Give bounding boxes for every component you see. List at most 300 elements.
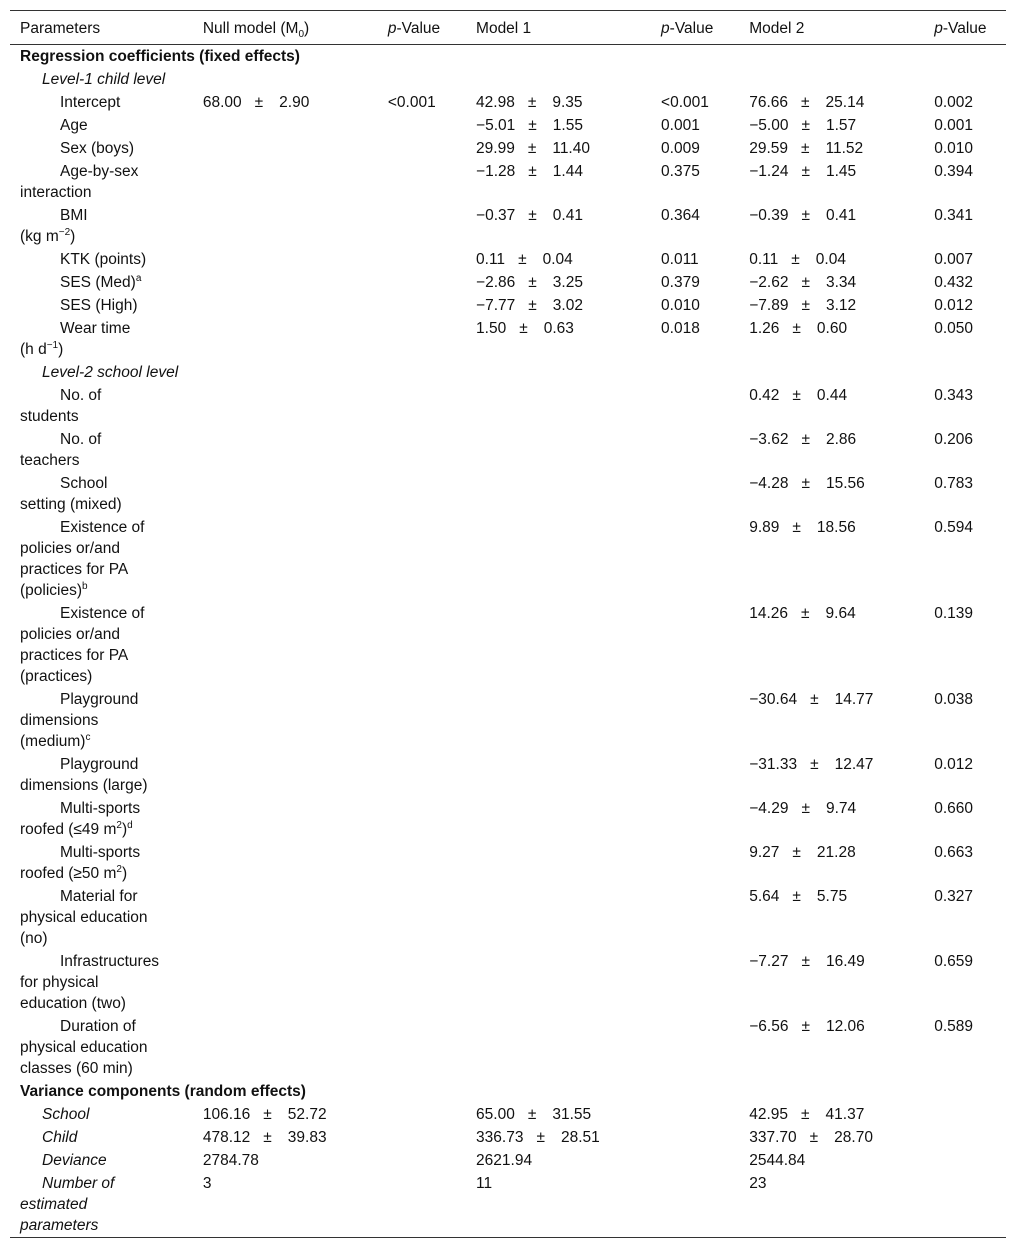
model-1-estimate	[466, 294, 651, 317]
model-1-estimate	[466, 137, 651, 160]
null-p-value	[378, 428, 466, 472]
estimate-value: 0.11	[476, 251, 506, 268]
model-1-estimate	[466, 797, 651, 841]
parameter-label	[10, 797, 193, 841]
plus-minus: ±	[528, 207, 537, 224]
plus-minus: ±	[801, 117, 810, 134]
estimate-value: 478.12	[202, 1129, 251, 1146]
table-row	[10, 248, 1006, 271]
table-row	[10, 160, 1006, 204]
model-2-p-value: 0.001	[934, 117, 974, 134]
null-model-estimate	[193, 472, 378, 516]
table-row	[10, 1103, 1006, 1126]
plus-minus: ±	[801, 953, 810, 970]
standard-error: 52.72	[287, 1106, 327, 1123]
standard-error: 5.75	[816, 888, 848, 905]
standard-error: 3.12	[825, 297, 857, 314]
estimate-value: 29.99	[476, 140, 515, 157]
model-1-estimate	[466, 753, 651, 797]
estimate-value: 14.26	[749, 605, 789, 622]
section-random-effects: Variance components (random effects)	[20, 1083, 306, 1100]
model-1-p-value	[651, 384, 739, 428]
standard-error: 15.56	[825, 475, 865, 492]
model-2-estimate	[739, 516, 924, 602]
estimate-value: 68.00	[202, 94, 242, 111]
null-p-value	[378, 688, 466, 753]
standard-error: 3.02	[552, 297, 583, 314]
table-row	[10, 1149, 1006, 1172]
estimate-value: 1.26	[749, 320, 780, 337]
model-1-p-value	[651, 472, 739, 516]
null-model-estimate	[193, 841, 378, 885]
plus-minus: ±	[528, 274, 537, 291]
label-text: Playground	[60, 756, 139, 773]
label-continuation: interaction	[20, 184, 92, 201]
standard-error: 3.34	[825, 274, 857, 291]
header-model-1: Model 1	[476, 19, 532, 37]
standard-error: 3.25	[552, 274, 583, 291]
label-continuation: for physical	[20, 974, 99, 991]
model-1-p-value	[651, 950, 739, 1015]
plus-minus: ±	[801, 207, 810, 224]
model-2-p-value: 0.394	[934, 163, 974, 180]
table-row	[10, 428, 1006, 472]
label-suffix: )	[121, 821, 128, 838]
header-model-2: Model 2	[749, 19, 805, 37]
model-1-p-value	[651, 602, 739, 688]
estimate-value: 42.98	[476, 94, 515, 111]
estimate-value: −1.28	[476, 163, 516, 180]
parameter-label	[10, 841, 193, 885]
parameter-label	[10, 160, 193, 204]
superscript: d	[127, 819, 133, 831]
label-continuation: (kg m	[20, 228, 59, 245]
null-model-estimate	[193, 885, 378, 950]
estimate-value: −31.33	[749, 756, 798, 773]
label-text: Infrastructures	[60, 953, 160, 970]
plus-minus: ±	[801, 800, 810, 817]
model-1-p-value: 0.011	[661, 251, 699, 268]
table-row	[10, 271, 1006, 294]
model-1-p-value	[651, 797, 739, 841]
estimate-value: 65.00	[476, 1106, 515, 1123]
plus-minus: ±	[792, 888, 801, 905]
model-2-p-value: 0.206	[934, 431, 974, 448]
superscript: a	[135, 272, 142, 284]
model-2-p-value: 0.343	[934, 387, 974, 404]
parameter-label	[10, 384, 193, 428]
plus-minus: ±	[519, 320, 528, 337]
model-1-estimate: 2621.94	[476, 1152, 533, 1169]
section-fixed-effects: Regression coefficients (fixed effects)	[20, 48, 300, 65]
parameter-label	[10, 472, 193, 516]
parameter-label	[10, 428, 193, 472]
header-parameters: Parameters	[20, 19, 101, 37]
label-text: Wear time	[60, 320, 131, 337]
label-continuation: practices for PA	[20, 647, 129, 664]
estimate-value: 5.64	[749, 888, 780, 905]
table-row	[10, 950, 1006, 1015]
parameter-label	[10, 1126, 193, 1149]
model-1-estimate	[466, 885, 651, 950]
estimate-value: 337.70	[749, 1129, 797, 1146]
model-2-estimate	[739, 114, 924, 137]
estimate-value: −7.27	[749, 953, 789, 970]
label-suffix: )	[121, 865, 128, 882]
null-p-value	[378, 317, 466, 361]
model-2-p-value	[924, 1149, 1006, 1172]
section-level-1: Level-1 child level	[42, 71, 166, 88]
parameter-label	[10, 137, 193, 160]
plus-minus: ±	[792, 844, 801, 861]
plus-minus: ±	[801, 1106, 810, 1123]
model-2-p-value: 0.007	[934, 251, 974, 268]
standard-error: 0.04	[815, 251, 846, 268]
model-2-estimate	[739, 271, 924, 294]
plus-minus: ±	[801, 431, 810, 448]
label-text: Child	[42, 1129, 78, 1146]
label-continuation: estimated	[20, 1196, 88, 1213]
label-text: School	[60, 475, 108, 492]
results-table-container	[10, 10, 1006, 1238]
label-continuation: (practices)	[20, 668, 93, 685]
estimate-value: 29.59	[749, 140, 789, 157]
plus-minus: ±	[791, 251, 800, 268]
plus-minus: ±	[536, 1129, 545, 1146]
table-row	[10, 688, 1006, 753]
standard-error: 9.35	[552, 94, 583, 111]
superscript: b	[82, 580, 88, 592]
null-p-value	[378, 1149, 466, 1172]
model-1-estimate	[466, 317, 651, 361]
model-1-estimate	[466, 472, 651, 516]
label-text: SES (High)	[60, 297, 138, 314]
table-row	[10, 885, 1006, 950]
estimate-value: −4.29	[749, 800, 789, 817]
label-text: Multi-sports	[60, 800, 141, 817]
label-continuation: (policies)	[20, 582, 83, 599]
estimate-value: −5.00	[749, 117, 789, 134]
standard-error: 2.90	[279, 94, 310, 111]
model-2-estimate	[739, 688, 924, 753]
null-model-estimate	[193, 91, 378, 114]
null-model-estimate	[193, 160, 378, 204]
parameter-label	[10, 248, 193, 271]
null-model-estimate	[193, 294, 378, 317]
label-text: No. of	[60, 431, 102, 448]
parameter-label	[10, 91, 193, 114]
parameter-label	[10, 516, 193, 602]
estimate-value: −5.01	[476, 117, 516, 134]
model-1-estimate	[466, 204, 651, 248]
table-row	[10, 841, 1006, 885]
model-2-estimate	[739, 950, 924, 1015]
model-2-p-value: 0.139	[934, 605, 974, 622]
model-2-p-value	[924, 1172, 1006, 1238]
model-1-estimate	[466, 384, 651, 428]
model-2-estimate	[739, 204, 924, 248]
superscript: 2	[116, 819, 122, 831]
table-row	[10, 1126, 1006, 1149]
standard-error: 39.83	[287, 1129, 327, 1146]
label-continuation: classes (60 min)	[20, 1060, 133, 1077]
standard-error: 18.56	[816, 519, 856, 536]
standard-error: 0.41	[552, 207, 583, 224]
standard-error: 1.57	[825, 117, 857, 134]
null-p-value	[378, 271, 466, 294]
model-1-p-value	[651, 1015, 739, 1080]
estimate-value: −6.56	[749, 1018, 789, 1035]
superscript: −2	[58, 226, 71, 238]
model-1-p-value: 0.010	[661, 297, 700, 314]
standard-error: 21.28	[816, 844, 856, 861]
model-1-p-value: 0.009	[661, 140, 700, 157]
null-p-value	[378, 1126, 466, 1149]
plus-minus: ±	[527, 1106, 537, 1123]
label-suffix: )	[70, 228, 76, 245]
parameter-label	[10, 1149, 193, 1172]
standard-error: 12.47	[834, 756, 874, 773]
model-1-estimate	[466, 428, 651, 472]
standard-error: 41.37	[825, 1106, 865, 1123]
plus-minus: ±	[809, 1129, 819, 1146]
null-p-value	[378, 885, 466, 950]
model-2-estimate	[739, 137, 924, 160]
null-model-estimate	[193, 797, 378, 841]
null-p-value	[378, 797, 466, 841]
plus-minus: ±	[528, 163, 537, 180]
label-continuation: setting (mixed)	[20, 496, 122, 513]
null-p-value	[378, 841, 466, 885]
model-2-p-value: 0.002	[934, 94, 974, 111]
estimate-value: 9.27	[749, 844, 780, 861]
model-1-p-value: 0.375	[661, 163, 700, 180]
model-2-estimate	[739, 753, 924, 797]
model-2-estimate	[739, 248, 924, 271]
standard-error: 0.60	[816, 320, 848, 337]
plus-minus: ±	[801, 140, 810, 157]
estimate-value: −1.24	[749, 163, 789, 180]
estimate-value: 0.11	[749, 251, 779, 268]
label-continuation: policies or/and	[20, 540, 120, 557]
model-2-estimate	[739, 602, 924, 688]
null-model-estimate: 2784.78	[202, 1152, 259, 1169]
model-2-estimate	[739, 428, 924, 472]
estimate-value: 336.73	[476, 1129, 524, 1146]
model-1-estimate	[466, 841, 651, 885]
model-2-estimate: 2544.84	[749, 1152, 806, 1169]
standard-error: 16.49	[825, 953, 865, 970]
parameter-label	[10, 1015, 193, 1080]
standard-error: 9.64	[825, 605, 856, 622]
null-model-estimate	[193, 1015, 378, 1080]
estimate-value: 0.42	[749, 387, 780, 404]
standard-error: 11.40	[552, 140, 590, 157]
table-row	[10, 137, 1006, 160]
superscript: 2	[116, 863, 122, 875]
standard-error: 12.06	[825, 1018, 865, 1035]
model-1-estimate	[466, 271, 651, 294]
standard-error: 11.52	[825, 140, 864, 157]
model-2-p-value: 0.589	[934, 1018, 974, 1035]
model-2-estimate	[739, 317, 924, 361]
estimate-value: −4.28	[749, 475, 789, 492]
label-text: Intercept	[60, 94, 121, 111]
label-continuation: dimensions	[20, 712, 99, 729]
label-continuation: practices for PA	[20, 561, 129, 578]
standard-error: 0.44	[816, 387, 848, 404]
model-1-p-value: <0.001	[661, 94, 709, 111]
model-2-estimate	[739, 1126, 924, 1149]
table-row	[10, 472, 1006, 516]
plus-minus: ±	[263, 1106, 272, 1123]
model-2-estimate: 23	[749, 1175, 767, 1192]
model-2-estimate	[739, 797, 924, 841]
model-1-p-value: 0.379	[661, 274, 700, 291]
parameter-label	[10, 950, 193, 1015]
model-1-p-value	[651, 841, 739, 885]
table-row	[10, 317, 1006, 361]
null-p-value	[378, 248, 466, 271]
null-model-estimate	[193, 428, 378, 472]
null-p-value	[378, 1103, 466, 1126]
plus-minus: ±	[801, 475, 810, 492]
estimate-value: 106.16	[202, 1106, 251, 1123]
model-1-p-value	[651, 753, 739, 797]
plus-minus: ±	[810, 691, 819, 708]
table-row	[10, 753, 1006, 797]
label-suffix: )	[58, 341, 64, 358]
parameter-label	[10, 294, 193, 317]
model-2-estimate	[739, 472, 924, 516]
model-2-p-value: 0.327	[934, 888, 974, 905]
model-1-estimate	[466, 160, 651, 204]
null-model-estimate	[193, 688, 378, 753]
parameter-label	[10, 1172, 193, 1238]
table-row	[10, 91, 1006, 114]
model-1-estimate	[466, 602, 651, 688]
null-p-value	[378, 516, 466, 602]
multilevel-regression-table	[10, 10, 1006, 1238]
null-model-estimate	[193, 248, 378, 271]
table-header	[10, 11, 1006, 45]
label-text: Multi-sports	[60, 844, 141, 861]
label-continuation: teachers	[20, 452, 80, 469]
model-2-p-value: 0.432	[934, 274, 974, 291]
table-body	[10, 45, 1006, 1238]
parameter-label	[10, 317, 193, 361]
estimate-value: −0.39	[749, 207, 789, 224]
null-p-value	[378, 204, 466, 248]
label-continuation: policies or/and	[20, 626, 120, 643]
parameter-label	[10, 753, 193, 797]
label-text: Sex (boys)	[60, 140, 135, 157]
standard-error: 1.55	[552, 117, 583, 134]
model-1-p-value	[651, 428, 739, 472]
null-model-estimate: 3	[202, 1175, 212, 1192]
model-1-p-value	[651, 1126, 739, 1149]
null-p-value	[378, 114, 466, 137]
null-model-estimate	[193, 114, 378, 137]
model-1-p-value	[651, 688, 739, 753]
estimate-value: −3.62	[749, 431, 789, 448]
model-2-p-value: 0.038	[934, 691, 974, 708]
standard-error: 0.63	[543, 320, 574, 337]
null-p-value	[378, 160, 466, 204]
table-row	[10, 294, 1006, 317]
model-2-estimate	[739, 1103, 924, 1126]
estimate-value: 9.89	[749, 519, 780, 536]
standard-error: 2.86	[825, 431, 857, 448]
null-model-estimate	[193, 1103, 378, 1126]
label-text: Duration of	[60, 1018, 136, 1035]
standard-error: 28.70	[834, 1129, 873, 1146]
header-p-value-null: p-Value	[387, 19, 441, 37]
label-text: SES (Med)	[60, 274, 136, 291]
plus-minus: ±	[801, 274, 810, 291]
section-level-2: Level-2 school level	[42, 364, 179, 381]
standard-error: 1.44	[552, 163, 583, 180]
null-p-value	[378, 384, 466, 428]
null-p-value	[378, 294, 466, 317]
label-text: Number of	[42, 1175, 115, 1192]
label-text: KTK (points)	[60, 251, 147, 268]
model-2-estimate	[739, 294, 924, 317]
label-text: BMI	[60, 207, 88, 224]
estimate-value: −2.62	[749, 274, 789, 291]
null-p-value	[378, 472, 466, 516]
null-model-estimate	[193, 753, 378, 797]
plus-minus: ±	[527, 94, 537, 111]
null-model-estimate	[193, 602, 378, 688]
model-2-estimate	[739, 160, 924, 204]
model-2-p-value	[924, 1103, 1006, 1126]
model-2-estimate	[739, 841, 924, 885]
superscript: −1	[46, 339, 59, 351]
parameter-label	[10, 114, 193, 137]
model-2-p-value: 0.783	[934, 475, 974, 492]
table-row	[10, 797, 1006, 841]
model-2-p-value: 0.663	[934, 844, 974, 861]
plus-minus: ±	[792, 387, 801, 404]
model-1-p-value	[651, 516, 739, 602]
standard-error: 0.41	[825, 207, 857, 224]
model-2-estimate	[739, 1015, 924, 1080]
header-p-value-model-1: p-Value	[661, 19, 714, 37]
model-1-estimate	[466, 516, 651, 602]
label-continuation: parameters	[20, 1217, 99, 1234]
model-2-p-value: 0.341	[934, 207, 974, 224]
table-row	[10, 384, 1006, 428]
null-model-estimate	[193, 384, 378, 428]
model-1-p-value: 0.018	[661, 320, 700, 337]
label-continuation: roofed (≤49 m	[20, 821, 117, 838]
parameter-label	[10, 688, 193, 753]
null-p-value	[378, 753, 466, 797]
estimate-value: 76.66	[749, 94, 789, 111]
null-model-estimate	[193, 317, 378, 361]
model-2-p-value: 0.012	[934, 756, 974, 773]
model-1-estimate	[466, 1103, 651, 1126]
label-continuation: dimensions (large)	[20, 777, 148, 794]
plus-minus: ±	[528, 117, 537, 134]
standard-error: 28.51	[560, 1129, 600, 1146]
table-row	[10, 204, 1006, 248]
model-1-p-value	[651, 885, 739, 950]
null-model-estimate	[193, 516, 378, 602]
model-2-estimate	[739, 384, 924, 428]
standard-error: 1.45	[825, 163, 857, 180]
